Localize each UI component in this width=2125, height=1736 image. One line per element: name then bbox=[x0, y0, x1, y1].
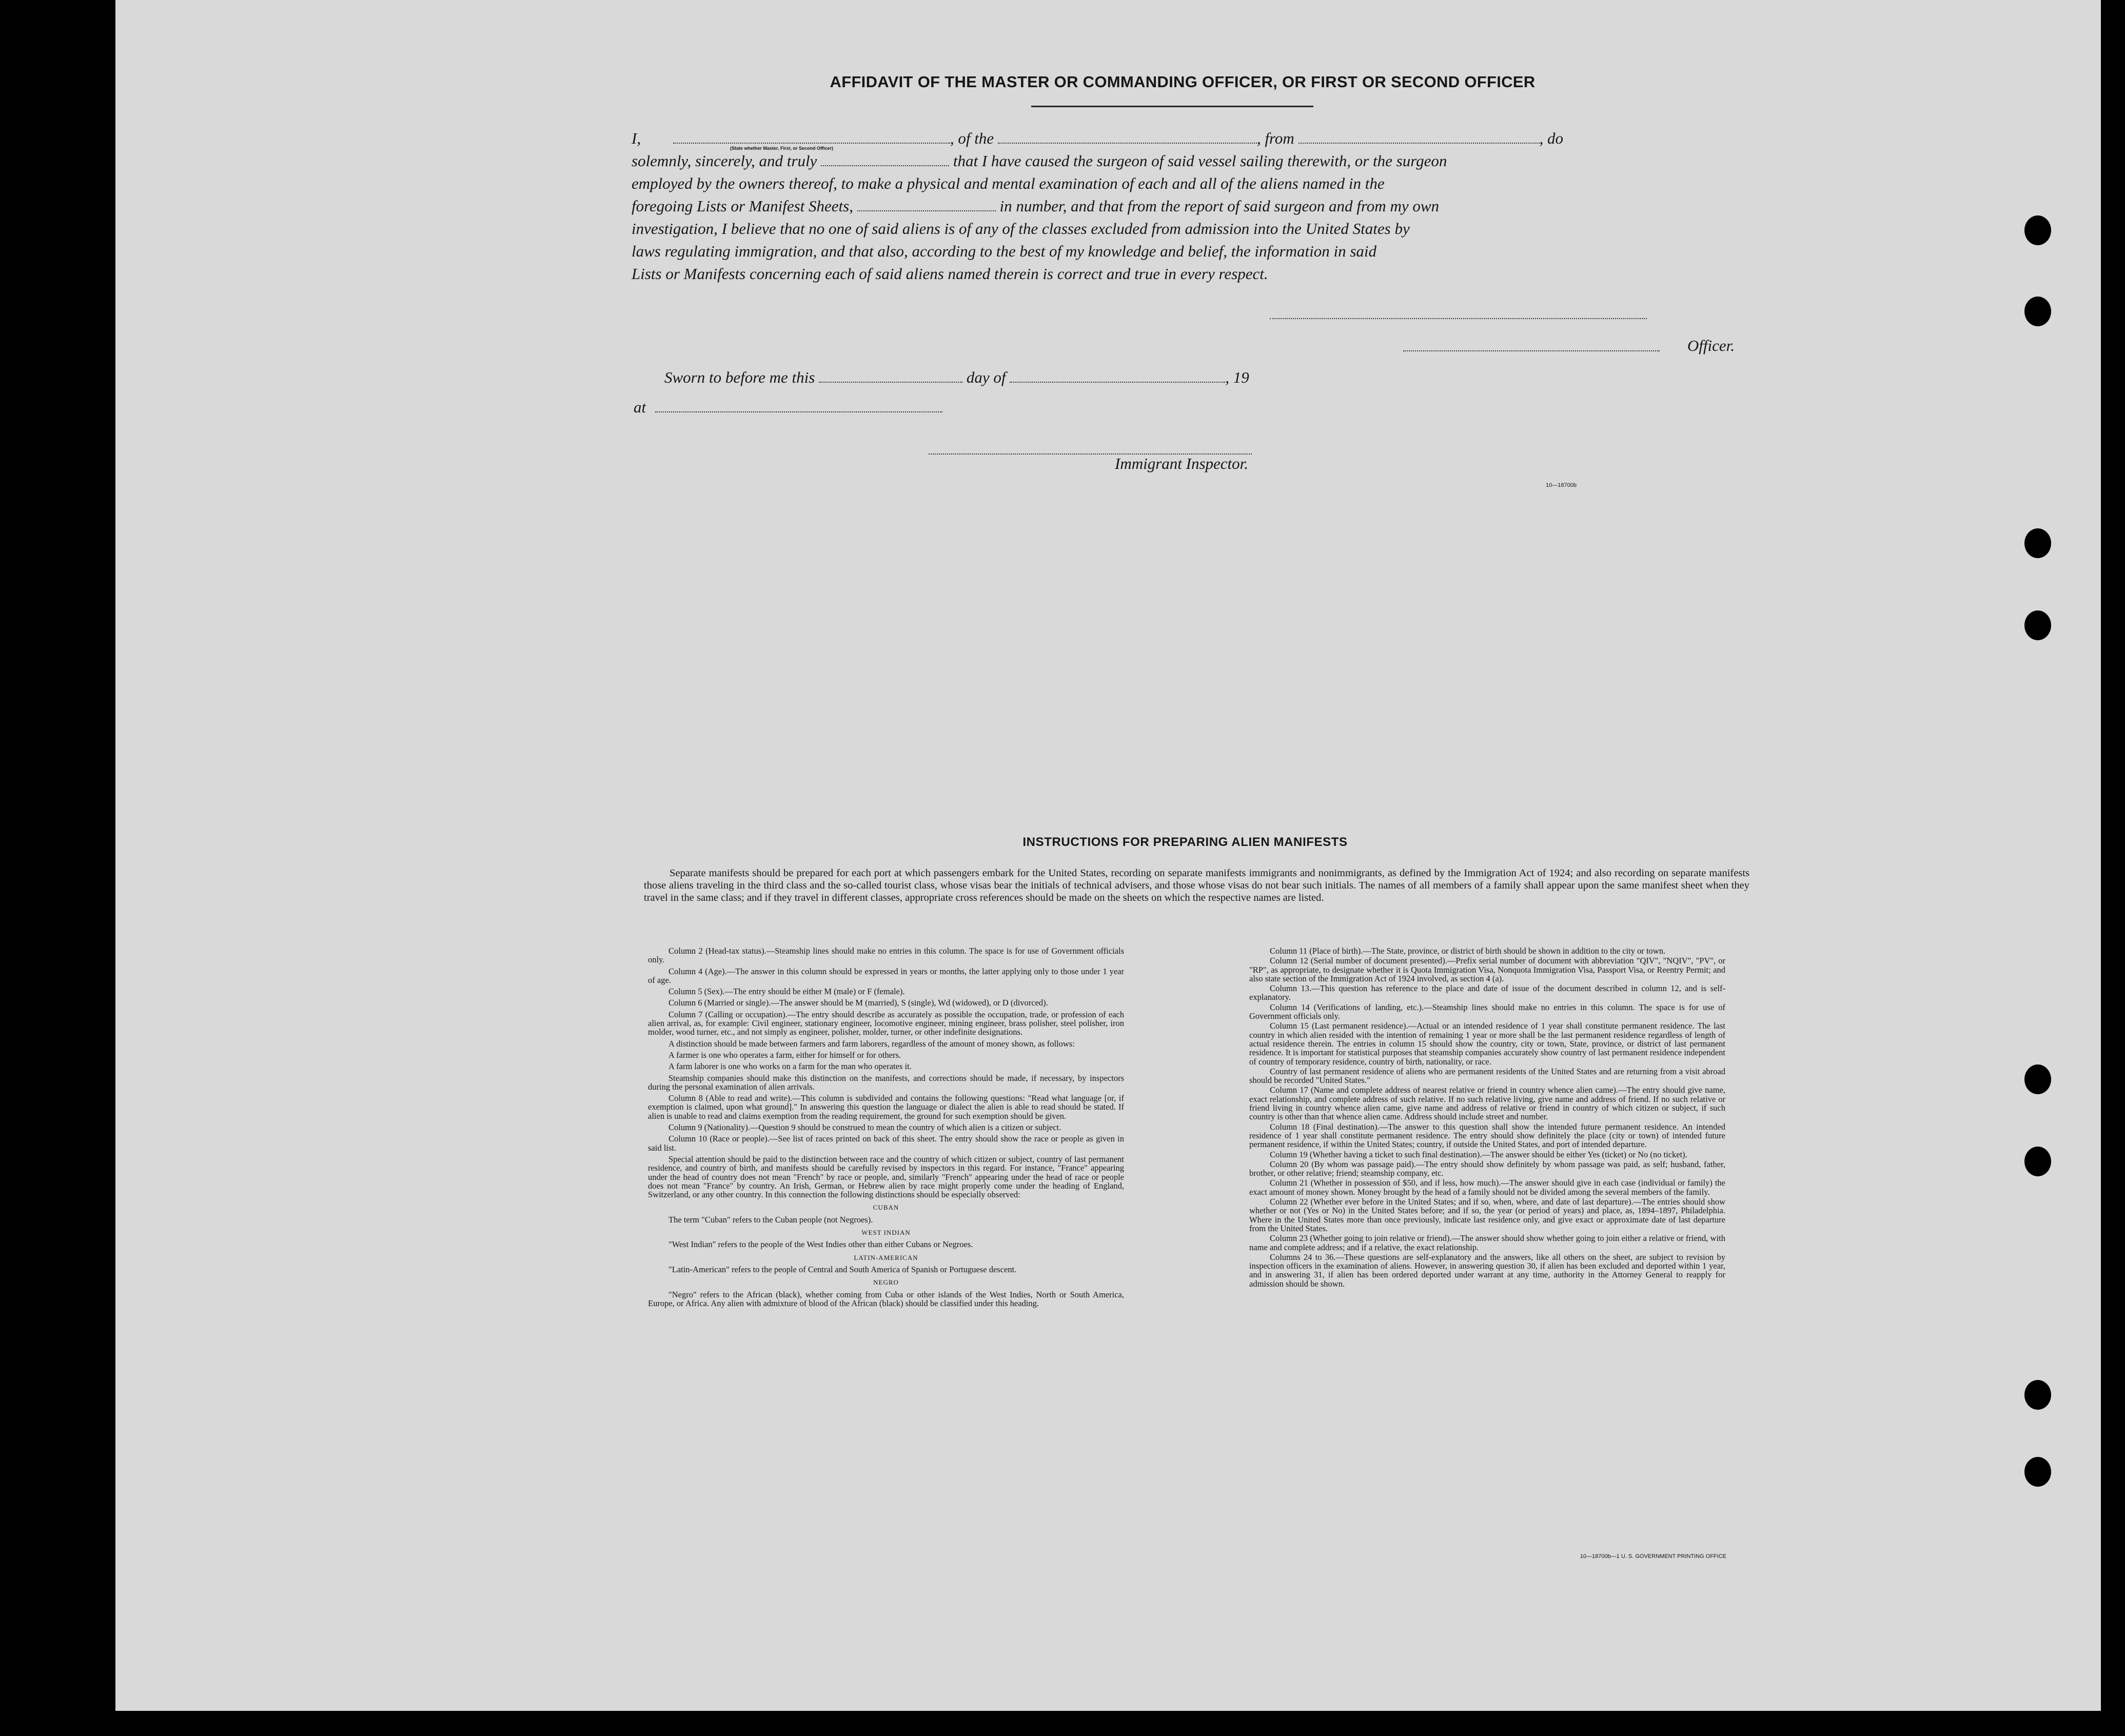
instruction-paragraph: Country of last permanent residence of aliens who are permanent residents of the United States and are returning from a visit abroad should be recorded "United States." bbox=[1249, 1066, 1725, 1086]
instruction-paragraph: Column 13.—This question has reference to the place and date of issue of the document described in column 12, and is self-explanatory. bbox=[1249, 983, 1725, 1002]
punch-hole bbox=[2024, 1147, 2051, 1176]
latin-american-heading: LATIN-AMERICAN bbox=[854, 1253, 918, 1261]
instruction-paragraph: A distinction should be made between farmers and farm laborers, regardless of the amount of money shown, as follows: bbox=[668, 1038, 1075, 1049]
instruction-paragraph: Column 19 (Whether having a ticket to such final destination).—The answer should be either Yes (ticket) or No (no ticket). bbox=[1270, 1149, 1687, 1159]
instruction-paragraph: Column 14 (Verifications of landing, etc.).—Steamship lines should make no entries in this column. The space is for use of Government officials only. bbox=[1249, 1002, 1725, 1021]
punch-hole bbox=[2024, 215, 2051, 245]
instruction-paragraph: Column 18 (Final destination).—The answer to this question shall show the intended future permanent residence. An intended residence of 1 year shall constitute permanent residence. The entry should show definitely the place (city or town) of intended future permanent residence, if within the United States; country, if outside the United States, and port of intended departure. bbox=[1249, 1121, 1725, 1150]
affidavit-line-7: Lists or Manifests concerning each of said aliens named therein is correct and true in every respect. bbox=[632, 265, 1268, 283]
sworn-day-field[interactable] bbox=[819, 371, 962, 383]
instructions-right-column bbox=[1249, 946, 1725, 1567]
officer-rank-field[interactable] bbox=[673, 132, 950, 144]
affidavit-line-6: laws regulating immigration, and that also, according to the best of my knowledge and belief, the information in said bbox=[632, 242, 1377, 260]
rank-note: (State whether Master, First, or Second Officer) bbox=[730, 146, 834, 151]
instruction-paragraph: Column 17 (Name and complete address of nearest relative or friend in country whence alien came).—The entry should give name, exact relationship, and complete address of such relative. If no such relative living, give name and address of friend. If no such relative or friend living in country whence alien came, give name and address of relative or friend in country of which citizen or subject, if such country is other than that whence alien came. Address should include street and number. bbox=[1249, 1085, 1725, 1122]
punch-hole bbox=[2024, 528, 2051, 558]
manifest-page bbox=[115, 0, 2101, 1711]
sworn-line: Sworn to before me this day of , 19 bbox=[664, 368, 1249, 386]
instructions-title: INSTRUCTIONS FOR PREPARING ALIEN MANIFESTS bbox=[1022, 835, 1348, 849]
officer-label: Officer. bbox=[1687, 337, 1735, 354]
title-rule bbox=[1031, 106, 1313, 107]
cuban-heading: CUBAN bbox=[873, 1204, 899, 1212]
instruction-paragraph: Column 20 (By whom was passage paid).—The entry should show definitely by whom passage was paid, as self; husband, father, brother, or other relative; friend; steamship company, etc. bbox=[1249, 1159, 1725, 1178]
west-indian-heading: WEST INDIAN bbox=[861, 1229, 911, 1237]
vessel-name-field[interactable] bbox=[998, 132, 1257, 144]
instruction-paragraph: Steamship companies should make this distinction on the manifests, and corrections should be made, if necessary, by inspectors during the personal examination of alien arrivals. bbox=[648, 1073, 1124, 1092]
instruction-paragraph: Column 5 (Sex).—The entry should be either M (male) or F (female). bbox=[668, 987, 905, 997]
affidavit-line-2: solemnly, sincerely, and truly that I have caused the surgeon of said vessel sailing therewith, or the surgeon bbox=[632, 152, 1447, 170]
instructions-left-column bbox=[648, 946, 1124, 1567]
west-indian-definition: "West Indian" refers to the people of the West Indies other than either Cubans or Negroes. bbox=[668, 1239, 973, 1250]
officer-signature-line[interactable] bbox=[1270, 318, 1647, 319]
affidavit-form-code: 10—18700b bbox=[1546, 482, 1577, 488]
instruction-paragraph: Special attention should be paid to the distinction between race and the country of which citizen or subject, country of last permanent residence, and country of birth, and manifests should be carefully revised by inspectors in this regard. For instance, "France" appearing under the head of country does not mean "French" by race or people, and, similarly "French" appearing under the head of race or people does not mean "France" by country. An Irish, German, or Hebrew alien by race might properly come under the heading of England, Switzerland, or any other country. In this connection the following distinctions should be especially observed: bbox=[648, 1154, 1124, 1200]
sworn-month-field[interactable] bbox=[1010, 371, 1225, 383]
instruction-paragraph: Column 12 (Serial number of document presented).—Prefix serial number of document with abbreviation "QIV", "NQIV", "PV", or "RP", as appropriate, to designate whether it is Quota Immigration Visa, Nonquota Immigration Visa, Passport Visa, or Reentry Permit; and also state section of the Immigration Act of 1924 involved, as section 4 (a). bbox=[1249, 956, 1725, 983]
punch-hole bbox=[2024, 1380, 2051, 1410]
instruction-paragraph: Column 22 (Whether ever before in the United States; and if so, when, where, and date of last departure).—The entries should show whether or not (Yes or No) in the United States before; and if so, the year (or period of years) and place, as, 1894–1897, Philadelphia. Where in the United States more than once previously, indicate last residence only, and give exact or approximate date of last departure from the United States. bbox=[1249, 1197, 1725, 1233]
surgeon-count-field[interactable] bbox=[821, 155, 949, 166]
sheet-count-field[interactable] bbox=[857, 200, 996, 211]
latin-american-definition: "Latin-American" refers to the people of Central and South America of Spanish or Portuguese descent. bbox=[668, 1264, 1017, 1274]
affidavit-line-3: employed by the owners thereof, to make a physical and mental examination of each and all of the aliens named in the bbox=[632, 174, 1385, 192]
instruction-paragraph: Column 7 (Calling or occupation).—The entry should describe as accurately as possible the occupation, trade, or profession of each alien arrival, as, for example: Civil engineer, stationary engineer, locomotive engineer, mining engineer, brass polisher, steel polisher, iron molder, wood turner, etc., and not simply as engineer, polisher, molder, turner, or other indefinite designations. bbox=[648, 1009, 1124, 1037]
printing-office-code: 10—18700b—1 U. S. GOVERNMENT PRINTING OFFICE bbox=[1580, 1553, 1726, 1560]
cuban-definition: The term "Cuban" refers to the Cuban people (not Negroes). bbox=[668, 1214, 873, 1225]
sworn-place-field[interactable] bbox=[655, 401, 942, 412]
instruction-paragraph: Column 11 (Place of birth).—The State, province, or district of birth should be shown in addition to the city or town. bbox=[1270, 946, 1666, 956]
instructions-intro: Separate manifests should be prepared for each port at which passengers embark for the United States, recording on separate manifests immigrants and nonimmigrants, as defined by the Immigration Act of 1924; and also recording on separate manifests those aliens traveling in the third class and the so-called tourist class, whose visas bear the initials of technical advisers, and those whose visas do not bear such initials. The names of all members of a family shall appear upon the same manifest sheet when they travel in the same class; and if they travel in different classes, appropriate cross references should be made on the sheets on which the respective names are listed. bbox=[644, 867, 1749, 903]
negro-heading: NEGRO bbox=[873, 1278, 899, 1287]
punch-hole bbox=[2024, 610, 2051, 640]
punch-hole bbox=[2024, 1064, 2051, 1094]
instruction-paragraph: Column 4 (Age).—The answer in this column should be expressed in years or months, the latter applying only to those under 1 year of age. bbox=[648, 966, 1124, 985]
affidavit-title: AFFIDAVIT OF THE MASTER OR COMMANDING OFFICER, OR FIRST OR SECOND OFFICER bbox=[830, 73, 1536, 91]
inspector-label: Immigrant Inspector. bbox=[1115, 455, 1249, 472]
instruction-paragraph: Columns 24 to 36.—These questions are self-explanatory and the answers, like all others on the sheet, are subject to revision by inspection officers in the examination of aliens. However, in answering question 30, if alien has been excluded and deported within 1 year, and in answering 31, if alien has been ordered deported under warrant at any time, authority in the Attorney General to reapply for admission should be shown. bbox=[1249, 1252, 1725, 1289]
instruction-paragraph: A farm laborer is one who works on a farm for the man who operates it. bbox=[668, 1061, 912, 1072]
instruction-paragraph: Column 2 (Head-tax status).—Steamship lines should make no entries in this column. The space is for use of Government officials only. bbox=[648, 946, 1124, 965]
instruction-paragraph: Column 15 (Last permanent residence).—Actual or an intended residence of 1 year shall constitute permanent residence. The last country in which alien resided with the intention of remaining 1 year or more shall be the last permanent residence regardless of length of actual residence therein. The entries in column 15 should show the country, city or town, State, province, or district of last permanent residence. It is important for statistical purposes that steamship companies accurately show country of last permanent residence independent of country of temporary residence, country of birth, nationality, or race. bbox=[1249, 1021, 1725, 1067]
negro-definition: "Negro" refers to the African (black), whether coming from Cuba or other islands of the West Indies, North or South America, Europe, or Africa. Any alien with admixture of blood of the African (black) should be classified under this heading. bbox=[648, 1289, 1124, 1308]
port-from-field[interactable] bbox=[1298, 132, 1540, 144]
instruction-paragraph: Column 23 (Whether going to join relative or friend).—The answer should show whether going to join either a relative or friend, with name and complete address; and if a relative, the exact relationship. bbox=[1249, 1233, 1725, 1252]
punch-hole bbox=[2024, 297, 2051, 326]
affidavit-line-1: I, , of the , from , do bbox=[632, 129, 1563, 147]
instruction-paragraph: Column 10 (Race or people).—See list of races printed on back of this sheet. The entry should show the race or people as given in said list. bbox=[648, 1134, 1124, 1153]
instruction-paragraph: Column 21 (Whether in possession of $50, and if less, how much).—The answer should give in each case (individual or family) the exact amount of money shown. Money brought by the head of a family should not be divided among the several members of the family. bbox=[1249, 1178, 1725, 1197]
at-line: at bbox=[634, 396, 1737, 419]
affidavit-line-5: investigation, I believe that no one of said aliens is of any of the classes excluded from admission into the United States by bbox=[632, 220, 1410, 238]
instruction-paragraph: Column 9 (Nationality).—Question 9 should be construed to mean the country of which alien is a citizen or subject. bbox=[668, 1122, 1061, 1133]
instruction-paragraph: Column 6 (Married or single).—The answer should be M (married), S (single), Wd (widowed), or D (divorced). bbox=[668, 998, 1048, 1008]
punch-hole bbox=[2024, 1457, 2051, 1487]
instruction-paragraph: Column 8 (Able to read and write).—This column is subdivided and contains the following questions: "Read what language [or, if exemption is claimed, upon what ground]." In answering this question the language or dialect the alien is able to read should be stated. If alien is unable to read and claims exemption from the reading requirement, the ground for such exemption should be given. bbox=[648, 1093, 1124, 1121]
instruction-paragraph: A farmer is one who operates a farm, either for himself or for others. bbox=[668, 1050, 901, 1060]
affidavit-line-4: foregoing Lists or Manifest Sheets, in number, and that from the report of said surgeon and from my own bbox=[632, 197, 1440, 215]
